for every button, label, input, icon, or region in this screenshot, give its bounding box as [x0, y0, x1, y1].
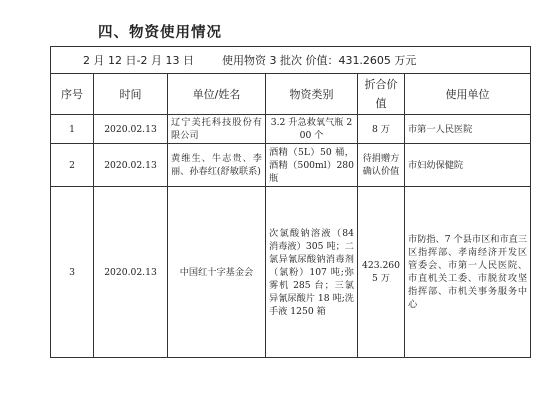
- cell-category: 3.2 升急救氧气瓶 200 个: [266, 115, 358, 144]
- summary-date-range: 2 月 12 日-2 月 13 日: [83, 53, 194, 67]
- cell-category: 酒精（5L）50 桶，酒精（500ml）280 瓶: [266, 144, 358, 187]
- cell-no: 3: [51, 187, 94, 358]
- supply-usage-table: [50, 46, 531, 358]
- header-time: 时间: [94, 74, 168, 115]
- cell-category: 次氯酸钠溶液（84 消毒液）305 吨；二氯异氰尿酸钠消毒剂（氯粉）107 吨;弥雾机 285 台；三氯异氰尿酸片 18 吨;洗手液 1250 箱: [266, 187, 358, 358]
- cell-unit: 辽宁美托科技股份有限公司: [168, 115, 266, 144]
- header-user-unit: 使用单位: [405, 74, 531, 115]
- cell-value: 423.2605 万: [358, 187, 405, 358]
- cell-value: 待捐赠方确认价值: [358, 144, 405, 187]
- cell-user-unit: 市妇幼保健院: [405, 144, 531, 187]
- header-category: 物资类别: [266, 74, 358, 115]
- table-row: [51, 144, 531, 187]
- table-row: [51, 115, 531, 144]
- cell-value: 8 万: [358, 115, 405, 144]
- table-header-row: [51, 74, 531, 115]
- cell-no: 1: [51, 115, 94, 144]
- section-heading: 四、物资使用情况: [98, 25, 222, 41]
- cell-user-unit: 市防指、7 个县市区和市直三区指挥部、孝南经济开发区管委会、市第一人民医院、市直机关工委、市脱贫攻坚指挥部、市机关事务服务中心: [405, 187, 531, 358]
- cell-time: 2020.02.13: [94, 115, 168, 144]
- summary-batch-value: 使用物资 3 批次 价值：431.2605 万元: [221, 53, 417, 67]
- header-unit: 单位/姓名: [168, 74, 266, 115]
- cell-no: 2: [51, 144, 94, 187]
- header-value: 折合价值: [358, 74, 405, 115]
- header-no: 序号: [51, 74, 94, 115]
- cell-unit: 黄维生、牛志贵、李丽、孙春红(舒敏联系): [168, 144, 266, 187]
- table-row: [51, 187, 531, 358]
- summary-row: [51, 47, 531, 74]
- cell-time: 2020.02.13: [94, 144, 168, 187]
- summary-cell: [51, 47, 531, 74]
- cell-user-unit: 市第一人民医院: [405, 115, 531, 144]
- cell-unit: 中国红十字基金会: [168, 187, 266, 358]
- cell-time: 2020.02.13: [94, 187, 168, 358]
